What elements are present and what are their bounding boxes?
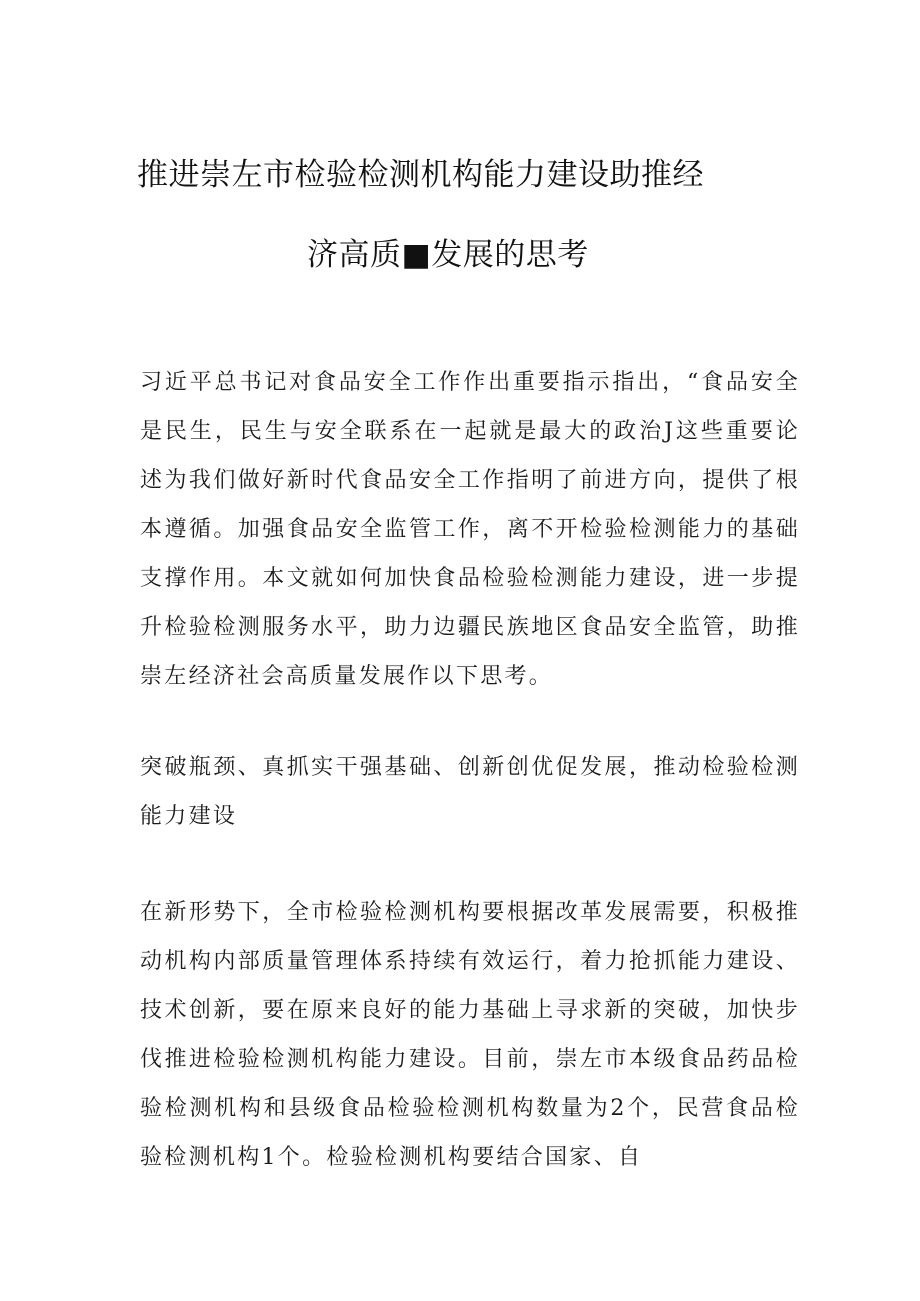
document-title-line-1: 推进崇左市检验检测机构能力建设助推经 <box>137 157 704 193</box>
document-title-line-2: 济高质■发展的思考 <box>307 237 589 273</box>
body-paragraph: 在新形势下，全市检验检测机构要根据改革发展需要，积极推动机构内部质量管理体系持续有效运行，着力抢抓能力建设、技术创新，要在原来良好的能力基础上寻求新的突破，加快步伐推进检验检测机构能力建设。目前，崇左市本级食品药品检验检测机构和县级食品检验检测机构数量为2个，民营食品检验检测机构1个。检验检测机构要结合国家、自 <box>140 900 800 1170</box>
intro-paragraph: 习近平总书记对食品安全工作作出重要指示指出，“食品安全是民生，民生与安全联系在一起就是最大的政治J这些重要论述为我们做好新时代食品安全工作指明了前进方向，提供了根本遵循。加强食品安全监管工作，离不开检验检测能力的基础支撑作用。本文就如何加快食品检验检测能力建设，进一步提升检验检测服务水平，助力边疆民族地区食品安全监管，助推崇左经济社会高质量发展作以下思考。 <box>140 370 800 689</box>
section-heading: 突破瓶颈、真抓实干强基础、创新创优促发展，推动检验检测能力建设 <box>140 755 800 829</box>
